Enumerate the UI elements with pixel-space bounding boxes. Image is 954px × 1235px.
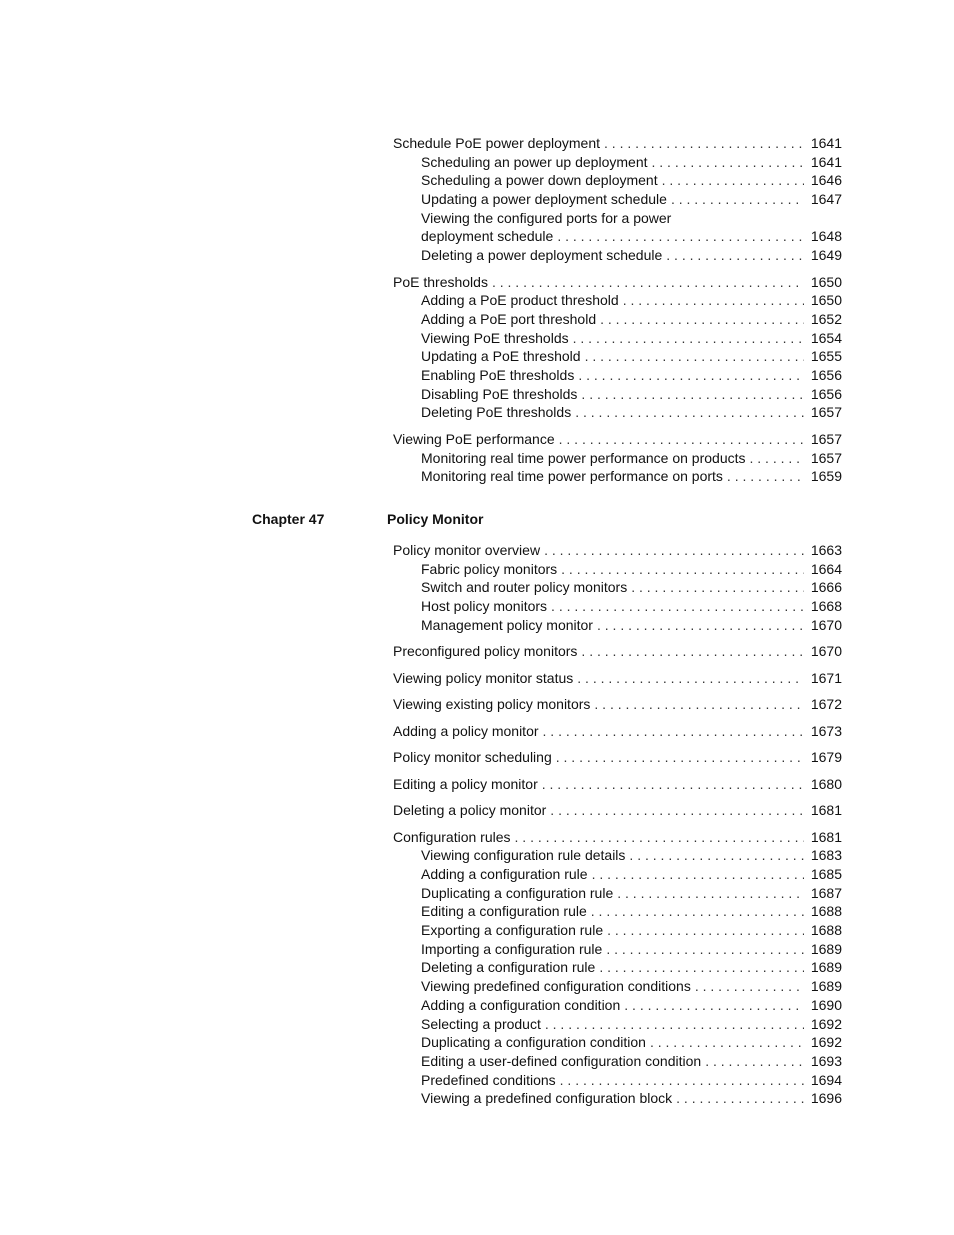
toc-entry-sub[interactable] (393, 246, 842, 265)
toc-entry-title: Viewing the configured ports for a power (421, 209, 672, 226)
toc-entry-sub[interactable] (393, 977, 842, 996)
toc-page-number: 1648 (810, 228, 842, 245)
toc-page-number: 1656 (810, 385, 842, 402)
toc-entry-title: Scheduling an power up deployment (421, 153, 648, 170)
toc-spacer (393, 265, 842, 273)
toc-entry-main[interactable] (393, 273, 842, 292)
toc-entry-sub[interactable] (393, 310, 842, 329)
toc-entry-main[interactable] (393, 828, 842, 847)
toc-page-number: 1654 (810, 329, 842, 346)
toc-entry-sub[interactable] (393, 902, 842, 921)
toc-leader-dots (542, 775, 804, 794)
toc-entry-main[interactable] (393, 748, 842, 767)
toc-entry-sub[interactable] (393, 329, 842, 348)
toc-leader-dots (624, 996, 804, 1015)
toc-page-number: 1646 (810, 172, 842, 189)
toc-page-number: 1656 (810, 367, 842, 384)
toc-leader-dots (607, 921, 804, 940)
toc-entry-sub[interactable] (393, 385, 842, 404)
toc-leader-dots (560, 1071, 804, 1090)
toc-spacer (393, 820, 842, 828)
toc-page-number: 1652 (810, 310, 842, 327)
toc-entry-title: Deleting a policy monitor (393, 802, 547, 819)
toc-entry-sub[interactable] (393, 1052, 842, 1071)
toc-leader-dots (617, 884, 804, 903)
toc-leader-dots (599, 958, 804, 977)
toc-entry-sub[interactable] (393, 865, 842, 884)
toc-page-number: 1673 (810, 722, 842, 739)
toc-leader-dots (556, 748, 804, 767)
toc-entry-title: Adding a configuration rule (421, 866, 588, 882)
toc-entry-title: Updating a PoE threshold (421, 348, 581, 365)
toc-page-number: 1670 (810, 643, 842, 660)
toc-page-number: 1683 (810, 847, 842, 864)
toc-page-number: 1694 (810, 1071, 842, 1088)
toc-entry-main[interactable] (393, 134, 842, 153)
toc-page-number: 1657 (810, 449, 842, 466)
toc-entry-title: Management policy monitor (421, 616, 593, 633)
toc-entry-title: Deleting PoE thresholds (421, 404, 572, 421)
toc-leader-dots (597, 616, 804, 635)
toc-entry-title: Host policy monitors (421, 598, 548, 615)
toc-entry-sub[interactable] (393, 403, 842, 422)
toc-entry-sub[interactable] (393, 1089, 842, 1108)
toc-leader-dots (676, 1089, 804, 1108)
toc-spacer (393, 740, 842, 748)
toc-leader-dots (581, 385, 804, 404)
toc-leader-dots (594, 695, 804, 714)
toc-leader-dots (581, 642, 804, 661)
toc-page-number: 1689 (810, 940, 842, 957)
toc-entry-sub[interactable] (393, 227, 842, 246)
toc-entry-title: Scheduling a power down deployment (421, 172, 658, 189)
toc-entry-title: Policy monitor overview (393, 542, 541, 558)
toc-entry-title: Enabling PoE thresholds (421, 367, 575, 384)
toc-entry-sub[interactable] (393, 884, 842, 903)
toc-page-number: 1666 (810, 579, 842, 596)
toc-entry-title: Configuration rules (393, 828, 511, 845)
toc-entry-sub[interactable] (393, 616, 842, 635)
toc-leader-dots (585, 347, 804, 366)
toc-entry-sub[interactable] (393, 366, 842, 385)
toc-spacer (393, 687, 842, 695)
toc-spacer (393, 661, 842, 669)
toc-leader-dots (592, 865, 804, 884)
toc-entry-sub[interactable] (393, 1015, 842, 1034)
toc-entry-title: Adding a configuration condition (421, 996, 621, 1013)
toc-leader-dots (544, 541, 804, 560)
toc-leader-dots (492, 273, 804, 292)
toc-page-number: 1670 (810, 616, 842, 633)
toc-entry-sub[interactable] (393, 578, 842, 597)
toc-leader-dots (705, 1052, 804, 1071)
toc-entry-title: Importing a configuration rule (421, 940, 603, 957)
toc-leader-dots (545, 1015, 804, 1034)
toc-page-number: 1681 (810, 802, 842, 819)
toc-section-b (393, 541, 842, 1108)
toc-entry-title: deployment schedule (421, 228, 554, 245)
toc-entry-main[interactable] (393, 642, 842, 661)
toc-entry-title: Editing a policy monitor (393, 775, 538, 792)
toc-entry-title: Fabric policy monitors (421, 560, 558, 577)
toc-leader-dots (623, 291, 804, 310)
toc-entry-title: Schedule PoE power deployment (393, 135, 601, 151)
toc-entry-title: Viewing predefined configuration conditions (421, 978, 691, 995)
toc-entry-sub[interactable] (393, 921, 842, 940)
toc-entry-main[interactable] (393, 669, 842, 688)
toc-spacer (393, 422, 842, 430)
toc-leader-dots (575, 403, 804, 422)
toc-page-number: 1688 (810, 903, 842, 920)
toc-entry-main[interactable] (393, 775, 842, 794)
toc-entry-sub[interactable] (393, 1071, 842, 1090)
toc-leader-dots (600, 310, 804, 329)
toc-entry-sub[interactable] (393, 190, 842, 209)
toc-spacer (393, 793, 842, 801)
toc-page-number: 1655 (810, 348, 842, 365)
toc-entry-title: Editing a configuration rule (421, 903, 587, 920)
toc-entry-title: Monitoring real time power performance on products (421, 449, 746, 466)
toc-leader-dots (671, 190, 804, 209)
toc-entry-title: Deleting a configuration rule (421, 959, 596, 976)
toc-entry-title: Viewing existing policy monitors (393, 696, 591, 713)
toc-leader-dots (515, 828, 804, 847)
toc-page-number: 1680 (810, 775, 842, 792)
toc-entry-sub[interactable] (393, 846, 842, 865)
toc-entry-title: Updating a power deployment schedule (421, 191, 667, 208)
toc-leader-dots (650, 1033, 804, 1052)
toc-page-number: 1668 (810, 598, 842, 615)
toc-entry-title: Duplicating a configuration rule (421, 884, 614, 901)
toc-entry-title: Selecting a product (421, 1015, 541, 1032)
toc-leader-dots (573, 329, 804, 348)
toc-entry-sub[interactable] (393, 940, 842, 959)
toc-leader-dots (629, 846, 804, 865)
toc-page-number: 1664 (810, 560, 842, 577)
toc-page-number: 1685 (810, 866, 842, 882)
toc-entry-title: Preconfigured policy monitors (393, 643, 578, 660)
toc-leader-dots (695, 977, 804, 996)
toc-entry-title: Viewing policy monitor status (393, 669, 574, 686)
toc-page-number: 1671 (810, 669, 842, 686)
toc-entry-sub[interactable] (393, 153, 842, 172)
toc-page-number: 1649 (810, 247, 842, 264)
toc-entry-title: Deleting a power deployment schedule (421, 247, 663, 264)
toc-entry-title: Exporting a configuration rule (421, 922, 604, 939)
chapter-title: Policy Monitor (387, 511, 484, 527)
toc-leader-dots (543, 722, 804, 741)
toc-page-number: 1687 (810, 884, 842, 901)
toc-entry-title: Disabling PoE thresholds (421, 385, 578, 402)
toc-page-number: 1641 (810, 153, 842, 170)
toc-leader-dots (604, 134, 804, 153)
toc-entry-sub[interactable] (393, 209, 842, 228)
toc-page-number: 1681 (810, 828, 842, 845)
toc-page-number: 1657 (810, 404, 842, 421)
toc-leader-dots (606, 940, 804, 959)
toc-page-number: 1688 (810, 922, 842, 939)
toc-leader-dots (550, 801, 804, 820)
toc-entry-main[interactable] (393, 541, 842, 560)
toc-page-number: 1641 (810, 135, 842, 151)
toc-entry-sub[interactable] (393, 1033, 842, 1052)
toc-entry-title: PoE thresholds (393, 273, 488, 290)
toc-leader-dots (559, 430, 804, 449)
toc-leader-dots (577, 669, 804, 688)
toc-leader-dots (662, 171, 804, 190)
toc-entry-title: Viewing PoE performance (393, 430, 555, 447)
toc-page-number: 1689 (810, 959, 842, 976)
toc-spacer (393, 714, 842, 722)
toc-entry-sub[interactable] (393, 467, 842, 486)
toc-spacer (393, 767, 842, 775)
toc-entry-title: Predefined conditions (421, 1071, 556, 1088)
toc-page-number: 1696 (810, 1090, 842, 1107)
toc-entry-sub[interactable] (393, 291, 842, 310)
toc-entry-sub[interactable] (393, 560, 842, 579)
toc-entry-sub[interactable] (393, 996, 842, 1015)
toc-entry-title: Monitoring real time power performance on ports (421, 468, 723, 485)
toc-page-number: 1679 (810, 749, 842, 766)
toc-entry-title: Viewing a predefined configuration block (421, 1090, 673, 1107)
toc-entry-title: Viewing configuration rule details (421, 847, 626, 864)
toc-entry-title: Policy monitor scheduling (393, 749, 552, 766)
toc-section-a (393, 134, 842, 486)
toc-entry-title: Editing a user-defined configuration condition (421, 1052, 702, 1069)
toc-leader-dots (557, 227, 804, 246)
toc-entry-sub[interactable] (393, 597, 842, 616)
toc-entry-title: Adding a PoE product threshold (421, 292, 619, 309)
toc-page-number: 1693 (810, 1052, 842, 1069)
toc-entry-sub[interactable] (393, 171, 842, 190)
toc-page-number: 1650 (810, 292, 842, 309)
toc-spacer (393, 634, 842, 642)
toc-entry-title: Adding a policy monitor (393, 722, 539, 739)
toc-page-number: 1663 (810, 542, 842, 558)
toc-leader-dots (631, 578, 804, 597)
toc-entry-sub[interactable] (393, 449, 842, 468)
toc-page-number: 1690 (810, 996, 842, 1013)
toc-page-number: 1657 (810, 430, 842, 447)
toc-leader-dots (578, 366, 804, 385)
toc-entry-title: Switch and router policy monitors (421, 579, 628, 596)
toc-page-number: 1692 (810, 1015, 842, 1032)
toc-leader-dots (561, 560, 804, 579)
toc-entry-title: Duplicating a configuration condition (421, 1034, 646, 1051)
toc-leader-dots (727, 467, 804, 486)
toc-leader-dots (591, 902, 804, 921)
toc-page-number: 1692 (810, 1034, 842, 1051)
toc-page-number: 1650 (810, 273, 842, 290)
toc-page-number: 1659 (810, 468, 842, 485)
toc-entry-main[interactable] (393, 695, 842, 714)
toc-entry-main[interactable] (393, 430, 842, 449)
toc-entry-main[interactable] (393, 722, 842, 741)
toc-page-number: 1689 (810, 978, 842, 995)
chapter-label: Chapter 47 (252, 511, 325, 527)
toc-leader-dots (750, 449, 805, 468)
toc-leader-dots (652, 153, 805, 172)
toc-page-number: 1647 (810, 191, 842, 208)
toc-entry-sub[interactable] (393, 958, 842, 977)
toc-entry-title: Adding a PoE port threshold (421, 310, 597, 327)
toc-leader-dots (666, 246, 804, 265)
toc-leader-dots (551, 597, 804, 616)
toc-entry-main[interactable] (393, 801, 842, 820)
toc-entry-title: Viewing PoE thresholds (421, 329, 569, 346)
toc-entry-sub[interactable] (393, 347, 842, 366)
toc-page-number: 1672 (810, 696, 842, 713)
